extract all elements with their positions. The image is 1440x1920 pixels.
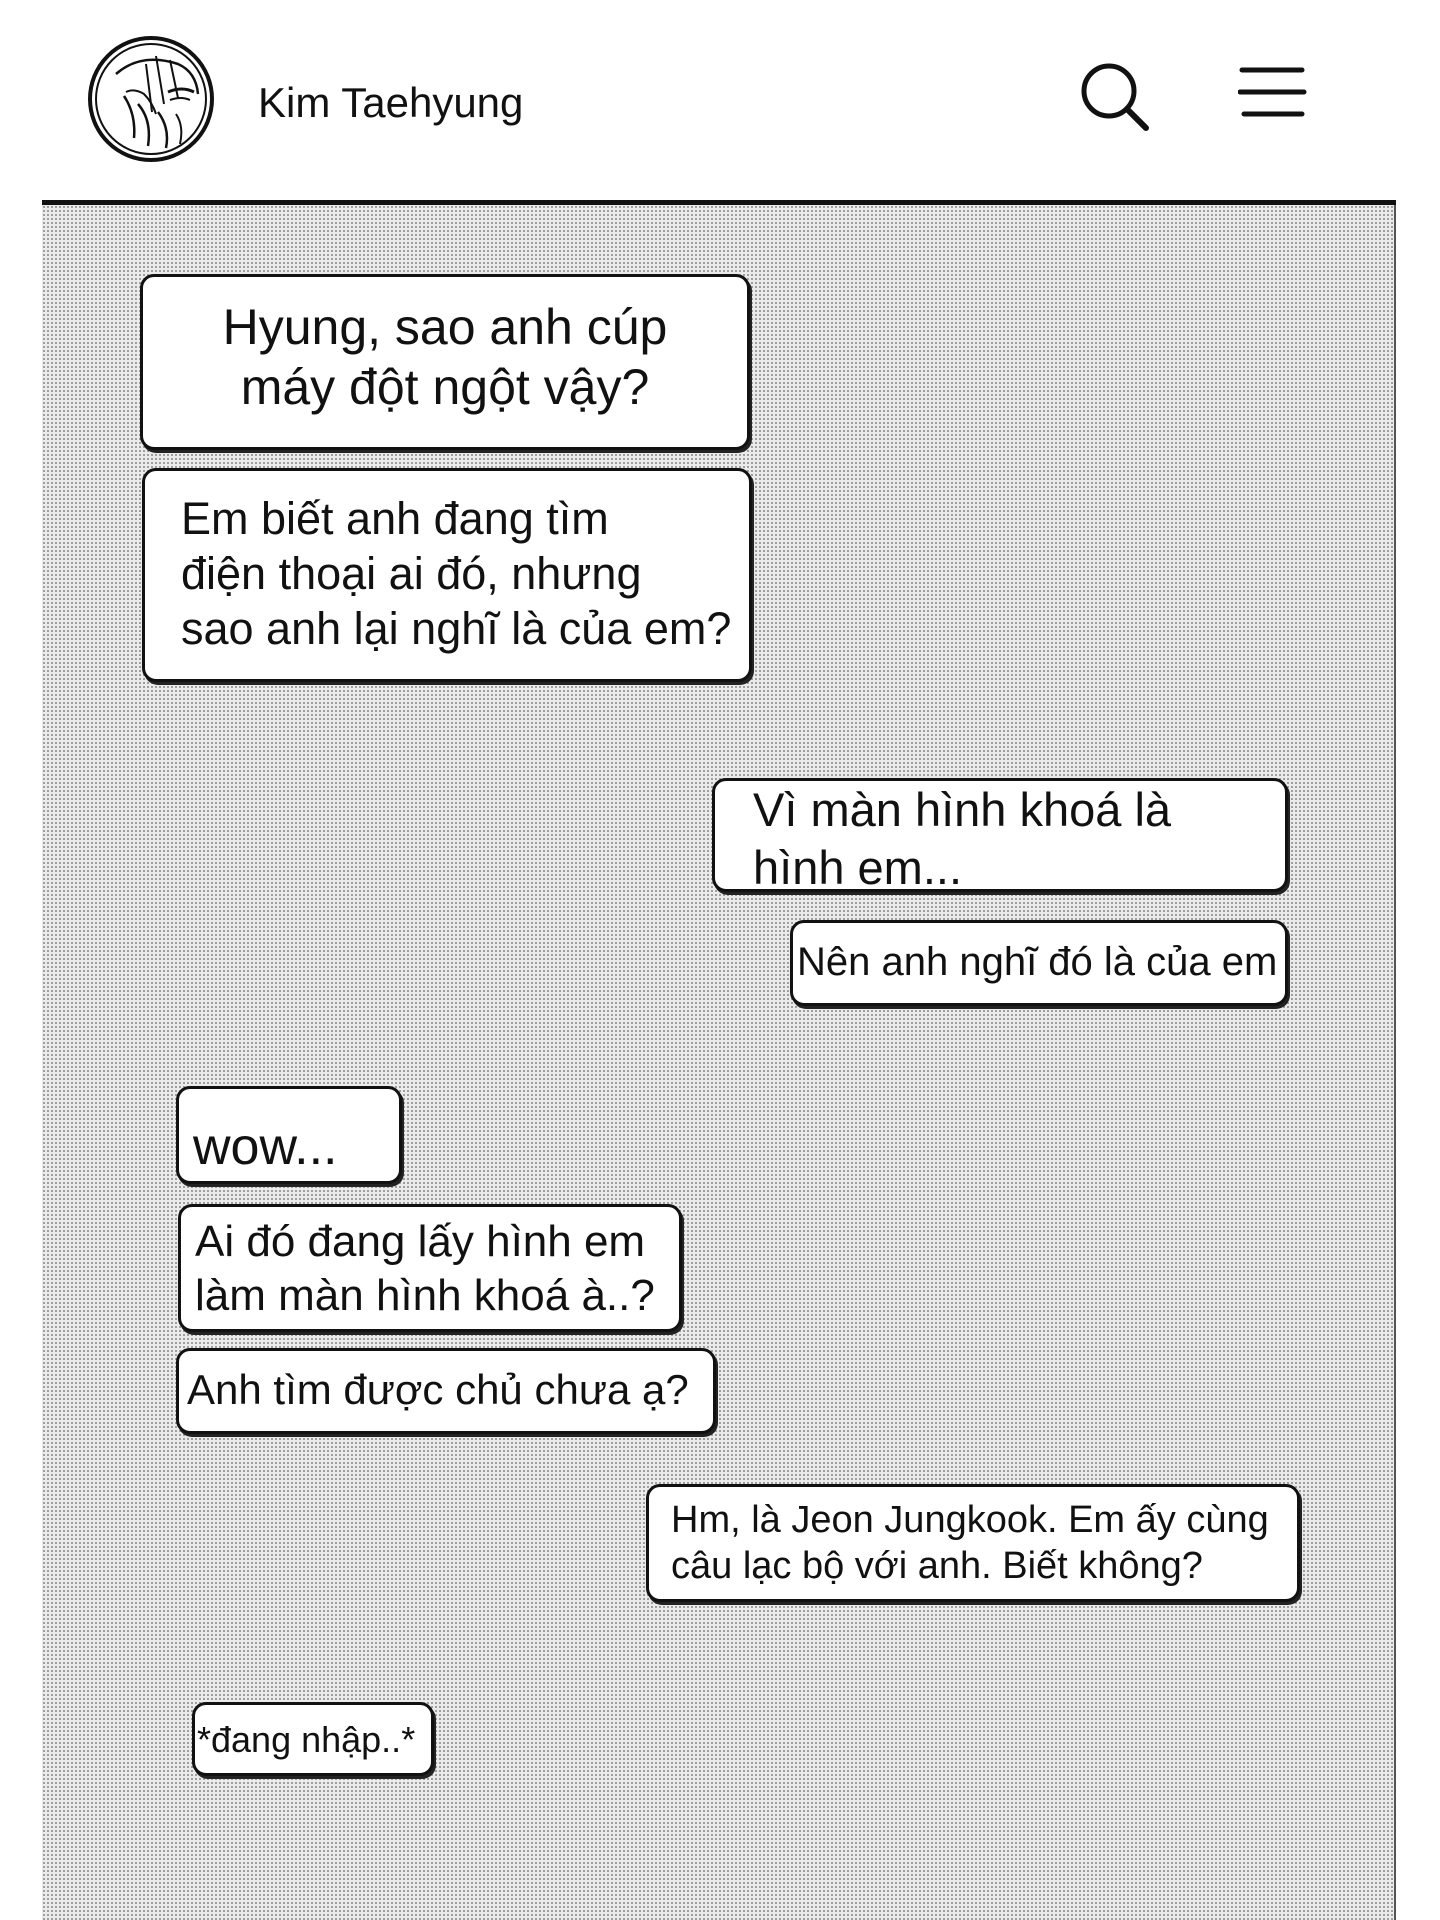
message-bubble-received: Ai đó đang lấy hình em làm màn hình khoá à..? [178,1204,682,1332]
message-bubble-received: Hyung, sao anh cúp máy đột ngột vậy? [140,274,750,450]
contact-name: Kim Taehyung [258,79,524,126]
chat-area[interactable] [42,205,1396,1920]
message-bubble-received: Anh tìm được chủ chưa ạ? [176,1348,716,1434]
message-bubble-sent: Vì màn hình khoá là hình em... [712,778,1288,892]
search-icon[interactable] [1078,60,1152,134]
message-bubble-received: Em biết anh đang tìm điện thoại ai đó, nhưng sao anh lại nghĩ là của em? [142,468,752,682]
typing-indicator-bubble: *đang nhập..* [192,1702,434,1776]
hamburger-menu-icon[interactable] [1238,64,1308,120]
message-bubble-sent: Nên anh nghĩ đó là của em [790,920,1288,1006]
avatar-sketch-icon[interactable] [86,34,216,164]
message-bubble-received: wow... [176,1086,402,1184]
message-bubble-sent: Hm, là Jeon Jungkook. Em ấy cùng câu lạc bộ với anh. Biết không? [646,1484,1300,1602]
chat-header [0,0,1440,200]
